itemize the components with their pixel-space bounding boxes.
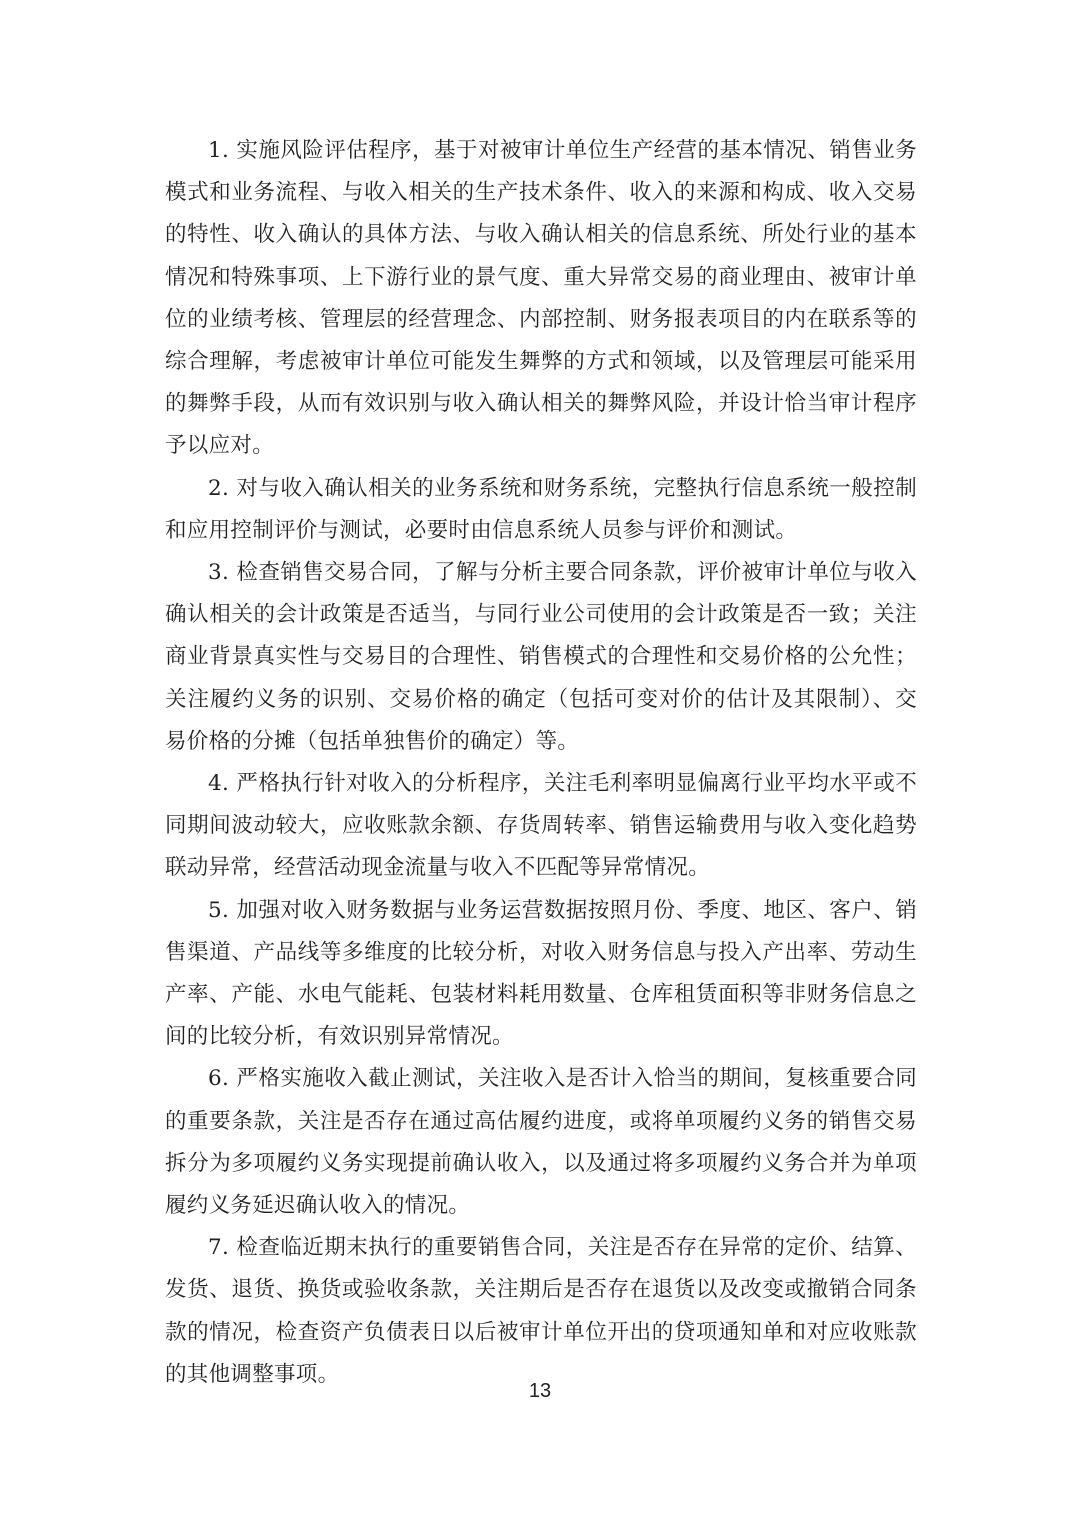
paragraph-5: 5. 加强对收入财务数据与业务运营数据按照月份、季度、地区、客户、销售渠道、产品线等多维度的比较分析，对收入财务信息与投入产出率、劳动生产率、产能、水电气能耗、包装材料耗用数量、仓库租赁面积等非财务信息之间的比较分析，有效识别异常情况。	[165, 897, 917, 1050]
document-body	[165, 130, 917, 1396]
paragraph-7: 7. 检查临近期末执行的重要销售合同，关注是否存在异常的定价、结算、发货、退货、换货或验收条款，关注期后是否存在退货以及改变或撤销合同条款的情况，检查资产负债表日以后被审计单位开出的贷项通知单和对应收账款的其他调整事项。	[165, 1235, 917, 1387]
page-number: 13	[528, 1380, 552, 1402]
paragraph-6: 6. 严格实施收入截止测试，关注收入是否计入恰当的期间，复核重要合同的重要条款，关注是否存在通过高估履约进度，或将单项履约义务的销售交易拆分为多项履约义务实现提前确认收入，以及通过将多项履约义务合并为单项履约义务延迟确认收入的情况。	[165, 1066, 917, 1219]
paragraph-1: 1. 实施风险评估程序，基于对被审计单位生产经营的基本情况、销售业务模式和业务流程、与收入相关的生产技术条件、收入的来源和构成、收入交易的特性、收入确认的具体方法、与收入确认相关的信息系统、所处行业的基本情况和特殊事项、上下游行业的景气度、重大异常交易的商业理由、被审计单位的业绩考核、管理层的经营理念、内部控制、财务报表项目的内在联系等的综合理解，考虑被审计单位可能发生舞弊的方式和领域，以及管理层可能采用的舞弊手段，从而有效识别与收入确认相关的舞弊风险，并设计恰当审计程序予以应对。	[165, 138, 917, 459]
paragraph-2: 2. 对与收入确认相关的业务系统和财务系统，完整执行信息系统一般控制和应用控制评价与测试，必要时由信息系统人员参与评价和测试。	[165, 475, 917, 543]
paragraph-4: 4. 严格执行针对收入的分析程序，关注毛利率明显偏离行业平均水平或不同期间波动较大，应收账款余额、存货周转率、销售运输费用与收入变化趋势联动异常，经营活动现金流量与收入不匹配等异常情况。	[165, 771, 917, 881]
paragraph-3: 3. 检查销售交易合同，了解与分析主要合同条款，评价被审计单位与收入确认相关的会计政策是否适当，与同行业公司使用的会计政策是否一致；关注商业背景真实性与交易目的合理性、销售模式的合理性和交易价格的公允性；关注履约义务的识别、交易价格的确定（包括可变对价的估计及其限制）、交易价格的分摊（包括单独售价的确定）等。	[165, 560, 917, 754]
